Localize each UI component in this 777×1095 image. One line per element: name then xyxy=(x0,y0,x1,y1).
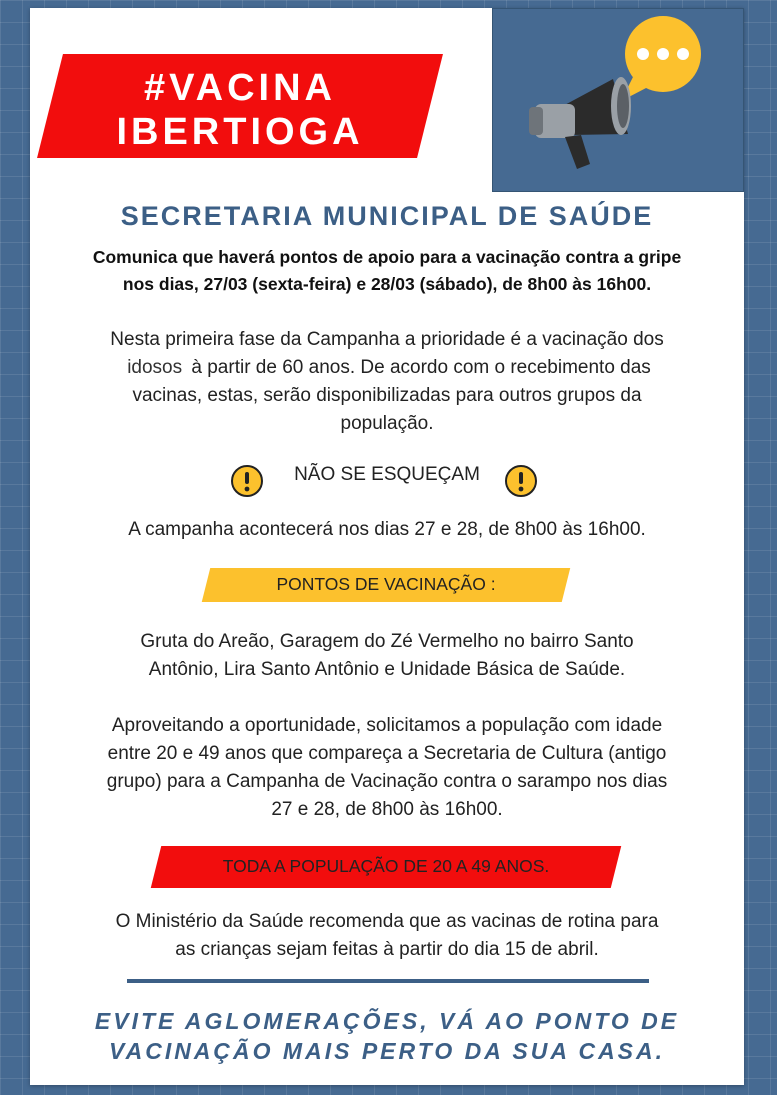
priority-line-2-rest: à partir de 60 anos. De acordo com o recebimento das xyxy=(186,357,651,378)
measles-line-4: 27 e 28, de 8h00 às 16h00. xyxy=(271,799,503,820)
ministry-line-1: O Ministério da Saúde recomenda que as vacinas de rotina para xyxy=(115,911,659,932)
megaphone-panel xyxy=(492,8,744,192)
priority-line-2 xyxy=(50,354,724,382)
priority-line-4: população. xyxy=(340,413,434,434)
measles-line-3: grupo) para a Campanha de Vacinação contra o sarampo nos dias xyxy=(106,771,668,792)
warning-label: NÃO SE ESQUEÇAM xyxy=(294,464,480,485)
population-label: TODA A POPULAÇÃO DE 20 A 49 ANOS. xyxy=(222,856,550,876)
footer-message xyxy=(30,1006,744,1066)
measles-line-2: entre 20 e 49 anos que compareça a Secretaria de Cultura (antigo xyxy=(107,743,667,764)
locations-line-1: Gruta do Areão, Garagem do Zé Vermelho no bairro Santo xyxy=(140,631,634,652)
announcement-subtitle xyxy=(50,244,724,298)
subtitle-line-1: Comunica que haverá pontos de apoio para a vacinação contra a gripe xyxy=(92,247,682,267)
locations-paragraph xyxy=(50,628,724,684)
ministry-paragraph xyxy=(50,908,724,964)
points-label: PONTOS DE VACINAÇÃO : xyxy=(276,574,496,594)
footer-line-1: EVITE AGLOMERAÇÕES, VÁ AO PONTO DE xyxy=(94,1008,680,1034)
priority-line-1: Nesta primeira fase da Campanha a prioridade é a vacinação dos xyxy=(110,329,664,350)
priority-paragraph xyxy=(50,326,724,438)
headline-line-1: #VACINA xyxy=(144,67,336,109)
elderly-highlight: idosos xyxy=(123,354,186,382)
subtitle-line-2: nos dias, 27/03 (sexta-feira) e 28/03 (sábado), de 8h00 às 16h00. xyxy=(122,274,652,294)
measles-paragraph xyxy=(50,712,724,824)
headline xyxy=(50,66,430,154)
locations-line-2: Antônio, Lira Santo Antônio e Unidade Básica de Saúde. xyxy=(148,659,626,680)
ministry-line-2: as crianças sejam feitas à partir do dia 15 de abril. xyxy=(175,939,599,960)
divider xyxy=(127,979,649,983)
headline-line-2: IBERTIOGA xyxy=(116,111,364,153)
page-title: SECRETARIA MUNICIPAL DE SAÚDE xyxy=(120,201,654,231)
measles-line-1: Aproveitando a oportunidade, solicitamos a população com idade xyxy=(111,715,663,736)
megaphone-icon xyxy=(493,9,743,191)
speech-bubble-icon xyxy=(621,16,701,101)
flyer-card xyxy=(30,8,744,1085)
warning-icon-right xyxy=(504,464,538,498)
campaign-dates: A campanha acontecerá nos dias 27 e 28, de 8h00 às 16h00. xyxy=(128,519,646,540)
priority-line-3: vacinas, estas, serão disponibilizadas para outros grupos da xyxy=(132,385,642,406)
footer-line-2: VACINAÇÃO MAIS PERTO DA SUA CASA. xyxy=(108,1038,666,1064)
